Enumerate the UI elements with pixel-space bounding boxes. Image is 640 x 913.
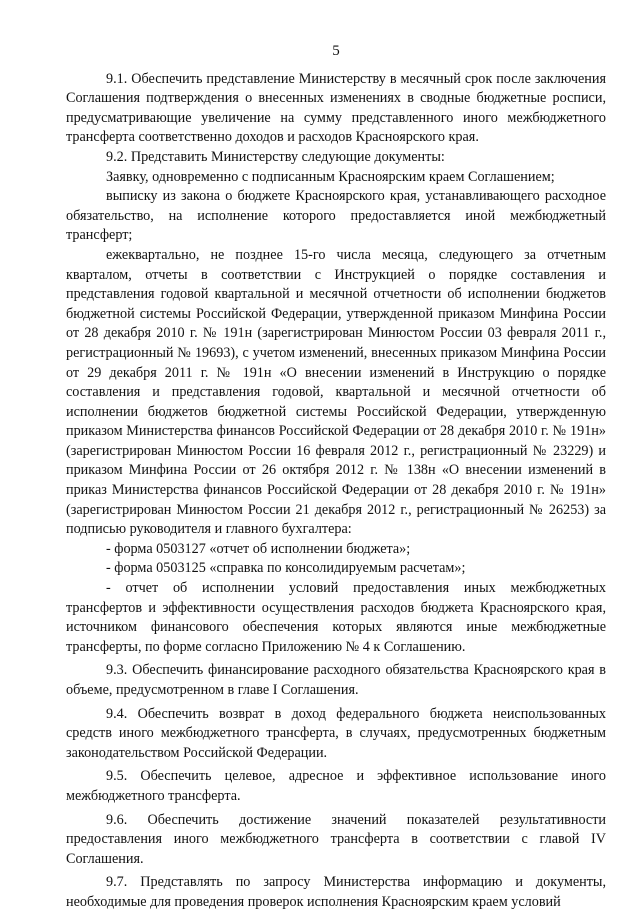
paragraph-9-7: 9.7. Представлять по запросу Министерства информацию и документы, необходимые для проведения проверок исполнения Красноярским краем условий (66, 874, 606, 910)
paragraph-application: Заявку, одновременно с подписанным Красноярским краем Соглашением; (106, 168, 555, 185)
list-item-form-0503127: - форма 0503127 «отчет об исполнении бюджета»; (106, 540, 411, 557)
page-number: 5 (332, 43, 340, 59)
paragraph-9-5: 9.5. Обеспечить целевое, адресное и эффективное использование иного межбюджетного трансферта. (66, 768, 606, 804)
paragraph-quarterly-reports: ежеквартально, не позднее 15-го числа месяца, следующего за отчетным кварталом, отчеты в соответствии с Инструкцией о порядке составления и представления годовой квартальной и месячной отчетности об исполнении бюджетов бюджетной системы Российской Федерации, утвержденной приказом Минфина России от 28 декабря 2010 г. № 191н (зарегистрирован Минюстом России 03 февраля 2011 г., регистрационный № 19693), с учетом изменений, внесенных приказом Минфина России от 29 декабря 2011 г. № 191н «О внесении изменений в Инструкцию о порядке составления и представления годовой, квартальной и месячной отчетности об исполнении бюджетов бюджетной системы Российской Федерации, утвержденную приказом Министерства финансов Российской Федерации от 28 декабря 2010 г. № 191н» (зарегистрирован Минюстом России 16 февраля 2012 г., регистрационный № 23229) и приказом Минфина России от 26 октября 2012 г. № 138н «О внесении изменений в приказ Министерства финансов Российской Федерации от 28 декабря 2010 г. № 191н» (зарегистрирован Минюстом России 21 декабря 2012 г., регистрационный № 26253) за подписью руководителя и главного бухгалтера: (66, 246, 606, 538)
paragraph-9-4: 9.4. Обеспечить возврат в доход федерального бюджета неиспользованных средств иного межбюджетного трансферта, в случаях, предусмотренных бюджетным законодательством Российской Федерации. (66, 705, 606, 761)
list-item-transfer-report: - отчет об исполнении условий предоставления иных межбюджетных трансфертов и эффективности осуществления расходов бюджета Красноярского края, источником финансового обеспечения которых являются иные межбюджетные трансферты, по форме согласно Приложению № 4 к Соглашению. (66, 580, 606, 655)
paragraph-9-6: 9.6. Обеспечить достижение значений показателей результативности предоставления иного межбюджетного трансферта в соответствии с главой IV Соглашения. (66, 811, 606, 867)
paragraph-9-3: 9.3. Обеспечить финансирование расходного обязательства Красноярского края в объеме, предусмотренном в главе I Соглашения. (66, 662, 606, 698)
paragraph-9-2: 9.2. Представить Министерству следующие документы: (106, 148, 445, 165)
paragraph-9-1: 9.1. Обеспечить представление Министерству в месячный срок после заключения Соглашения подтверждения о внесенных изменениях в сводные бюджетные росписи, предусматривающие увеличение на сумму представленного иного межбюджетного трансферта соответственно доходов и расходов Красноярского края. (66, 70, 606, 146)
paragraph-budget-extract: выписку из закона о бюджете Красноярского края, устанавливающего расходное обязательство, на исполнение которого предоставляется иной межбюджетный трансферт; (66, 188, 606, 244)
list-item-form-0503125: - форма 0503125 «справка по консолидируемым расчетам»; (106, 560, 466, 577)
